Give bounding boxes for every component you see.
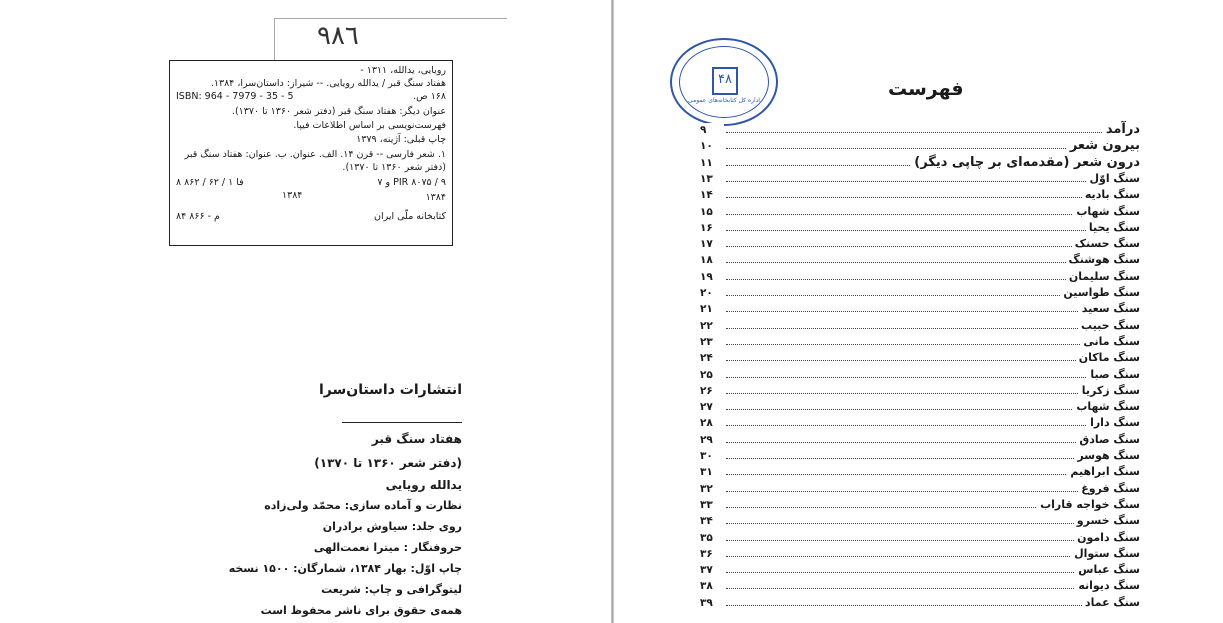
toc-leader-dots	[726, 181, 1140, 182]
toc-entry-label: سنگ عماد	[1082, 596, 1140, 610]
toc-entry-label: بیرون شعر	[1067, 139, 1140, 153]
catalog-title-line: هفتاد سنگ قبر / یدالله رویایی. -- شیراز: داستان‌سرا، ۱۳۸۴.	[210, 78, 446, 89]
toc-entry-label: سنگ اوّل	[1086, 172, 1140, 186]
toc-entry	[700, 319, 1140, 334]
toc-entry	[700, 482, 1140, 497]
toc-entry-page: ۲۳	[700, 335, 724, 349]
catalog-subject-2: (دفتر شعر ۱۳۶۰ تا ۱۳۷۰).	[342, 162, 446, 173]
toc-entry	[700, 172, 1140, 187]
colophon-book-title: هفتاد سنگ قبر	[371, 432, 462, 446]
toc-entry-page: ۲۲	[700, 319, 724, 333]
colophon-supervision: نظارت و آماده سازی: محمّد ولی‌زاده	[264, 499, 462, 512]
toc-entry-label: سنگ عباس	[1075, 563, 1140, 577]
toc-entry-page: ۱۳	[700, 172, 724, 186]
toc-entry-page: ۲۱	[700, 302, 724, 316]
toc-entry-label: سنگ دامون	[1074, 531, 1140, 545]
toc-entry	[700, 433, 1140, 448]
toc-entry-page: ۲۴	[700, 351, 724, 365]
toc-entry-label: سنگ یحیا	[1086, 221, 1140, 235]
toc-entry-label: سنگ دیوانه	[1075, 579, 1140, 593]
toc-entry	[700, 123, 1140, 138]
toc-entry-label: سنگ حسنک	[1072, 237, 1140, 251]
toc-entry-label: سنگ مانی	[1080, 335, 1140, 349]
toc-entry-page: ۲۷	[700, 400, 724, 414]
toc-entry-label: سنگ فروغ	[1078, 482, 1140, 496]
toc-entry	[700, 514, 1140, 529]
toc-entry-label: سنگ خواجه قاراب	[1037, 498, 1140, 512]
toc-entry	[700, 416, 1140, 431]
catalog-author: رویایی، یدالله، ۱۳۱۱ -	[360, 65, 446, 76]
toc-entry	[700, 400, 1140, 415]
toc-entry-label: سنگ صبا	[1087, 368, 1140, 382]
toc-entry-label: سنگ سلیمان	[1066, 270, 1140, 284]
toc-entry	[700, 156, 1140, 171]
toc-entry-page: ۱۵	[700, 205, 724, 219]
toc-entry	[700, 270, 1140, 285]
toc-leader-dots	[726, 425, 1140, 426]
handwritten-number-box	[274, 18, 507, 61]
toc-entry-page: ۳۰	[700, 449, 724, 463]
toc-entry-label: سنگ دارا	[1087, 416, 1140, 430]
toc-entry-label: سنگ بادیه	[1082, 188, 1140, 202]
toc-leader-dots	[726, 377, 1140, 378]
toc-entry	[700, 351, 1140, 366]
colophon-subtitle: (دفتر شعر ۱۳۶۰ تا ۱۳۷۰)	[314, 456, 462, 470]
toc-entry-label: سنگ خسرو	[1074, 514, 1140, 528]
toc-entry-label: سنگ ماکان	[1076, 351, 1140, 365]
catalog-note: فهرست‌نویسی بر اساس اطلاعات فیپا.	[293, 120, 446, 131]
toc-entry-page: ۲۹	[700, 433, 724, 447]
toc-entry	[700, 384, 1140, 399]
toc-entry-page: ۳۸	[700, 579, 724, 593]
colophon-edition: چاپ اوّل: بهار ۱۳۸۴، شمارگان: ۱۵۰۰ نسخه	[228, 562, 462, 575]
toc-entry-label: درون شعر (مقدمه‌ای بر چاپی دیگر)	[911, 156, 1140, 170]
toc-entry-page: ۱۷	[700, 237, 724, 251]
colophon-rights: همه‌ی حقوق برای ناشر محفوظ است	[260, 604, 462, 617]
toc-entry-label: سنگ هوشنگ	[1066, 253, 1141, 267]
toc-title: فهرست	[888, 78, 964, 100]
toc-entry	[700, 449, 1140, 464]
toc-entry	[700, 237, 1140, 252]
toc-entry-page: ۳۳	[700, 498, 724, 512]
toc-entry	[700, 335, 1140, 350]
toc-entry-label: سنگ ستوال	[1071, 547, 1140, 561]
toc-entry-page: ۳۴	[700, 514, 724, 528]
toc-entry-page: ۳۱	[700, 465, 724, 479]
toc-leader-dots	[726, 344, 1140, 345]
stamp-emblem-icon: ۴۸	[712, 67, 738, 95]
stamp-text: اداره کل کتابخانه‌های عمومی	[688, 97, 760, 104]
toc-entry-page: ۳۷	[700, 563, 724, 577]
library-stamp	[670, 38, 778, 126]
colophon-printing: لیتوگرافی و چاپ: شریعت	[321, 583, 462, 596]
toc-entry-label: سنگ سعید	[1079, 302, 1140, 316]
toc-leader-dots	[726, 605, 1140, 606]
toc-entry-page: ۱۹	[700, 270, 724, 284]
toc-entry	[700, 563, 1140, 578]
toc-entry-page: ۳۶	[700, 547, 724, 561]
toc-leader-dots	[726, 197, 1140, 198]
toc-entry-page: ۲۰	[700, 286, 724, 300]
toc-entry-page: ۱۸	[700, 253, 724, 267]
toc-entry	[700, 368, 1140, 383]
catalog-previous-edition: چاپ قبلی: آژینه، ۱۳۷۹	[356, 134, 446, 145]
toc-entry-page: ۱۰	[700, 139, 724, 153]
catalog-class-left: ۸ فا ۱ / ۶۲ / ۸۶۲	[176, 177, 244, 188]
toc-entry-label: سنگ زکریا	[1079, 384, 1140, 398]
toc-entry	[700, 596, 1140, 611]
toc-entry-page: ۲۸	[700, 416, 724, 430]
toc-entry-label: درآمد	[1103, 123, 1140, 137]
toc-entry-page: ۹	[700, 123, 724, 137]
toc-entry-page: ۱۶	[700, 221, 724, 235]
toc-entry-label: سنگ هوسر	[1074, 449, 1140, 463]
toc-entry-label: سنگ شهاب	[1073, 205, 1140, 219]
toc-entry-page: ۲۵	[700, 368, 724, 382]
toc-entry	[700, 465, 1140, 480]
toc-entry	[700, 139, 1140, 154]
catalog-isbn: ISBN: 964 - 7979 - 35 - 5	[176, 91, 294, 102]
toc-entry-label: سنگ ابراهیم	[1067, 465, 1140, 479]
catalog-subject-1: ۱. شعر فارسی -- قرن ۱۴. الف. عنوان. ب. عنوان: هفتاد سنگ قبر	[184, 149, 446, 160]
toc-entry-page: ۳۲	[700, 482, 724, 496]
catalog-year-left: ۱۳۸۴	[282, 190, 303, 201]
toc-entry	[700, 253, 1140, 268]
cataloging-card	[169, 60, 453, 246]
colophon-cover: روی جلد: سیاوش برادران	[322, 520, 462, 533]
toc-leader-dots	[726, 230, 1140, 231]
toc-entry	[700, 547, 1140, 562]
toc-entry-page: ۳۹	[700, 596, 724, 610]
toc-entry-page: ۱۱	[700, 156, 724, 170]
colophon-typesetter: حروفنگار : میترا نعمت‌الهی	[313, 541, 462, 554]
toc-entry-page: ۲۶	[700, 384, 724, 398]
catalog-other-title: عنوان دیگر: هفتاد سنگ قبر (دفتر شعر ۱۳۶۰ تا ۱۳۷۰).	[231, 106, 446, 117]
catalog-record-number: ۸۴ م - ۸۶۶	[176, 211, 220, 222]
handwritten-number: ۹۸٦	[317, 21, 359, 51]
catalog-year-right: ۱۳۸۴	[425, 192, 446, 203]
toc-entry	[700, 188, 1140, 203]
catalog-library: کتابخانه ملّی ایران	[373, 211, 446, 222]
toc-entry-label: سنگ طواسین	[1060, 286, 1140, 300]
toc-entry	[700, 579, 1140, 594]
colophon-author: یدالله رویایی	[385, 478, 462, 492]
toc-entry-label: سنگ حبیب	[1078, 319, 1140, 333]
toc-entry-page: ۱۴	[700, 188, 724, 202]
toc-leader-dots	[726, 132, 1140, 133]
toc-entry	[700, 221, 1140, 236]
toc-entry	[700, 498, 1140, 513]
colophon-divider	[342, 422, 462, 423]
catalog-pages: ۱۶۸ ص.	[413, 91, 446, 102]
toc-entry-label: سنگ صادق	[1076, 433, 1140, 447]
toc-entry-label: سنگ شهاب	[1073, 400, 1140, 414]
toc-entry	[700, 302, 1140, 317]
toc-entry	[700, 205, 1140, 220]
toc-entry-page: ۳۵	[700, 531, 724, 545]
catalog-class-right: PIR ۸۰۷۵ / ۹ و ۷	[377, 177, 446, 188]
publisher-heading: انتشارات داستان‌سرا	[318, 382, 462, 398]
toc-entry	[700, 286, 1140, 301]
toc-entry	[700, 531, 1140, 546]
